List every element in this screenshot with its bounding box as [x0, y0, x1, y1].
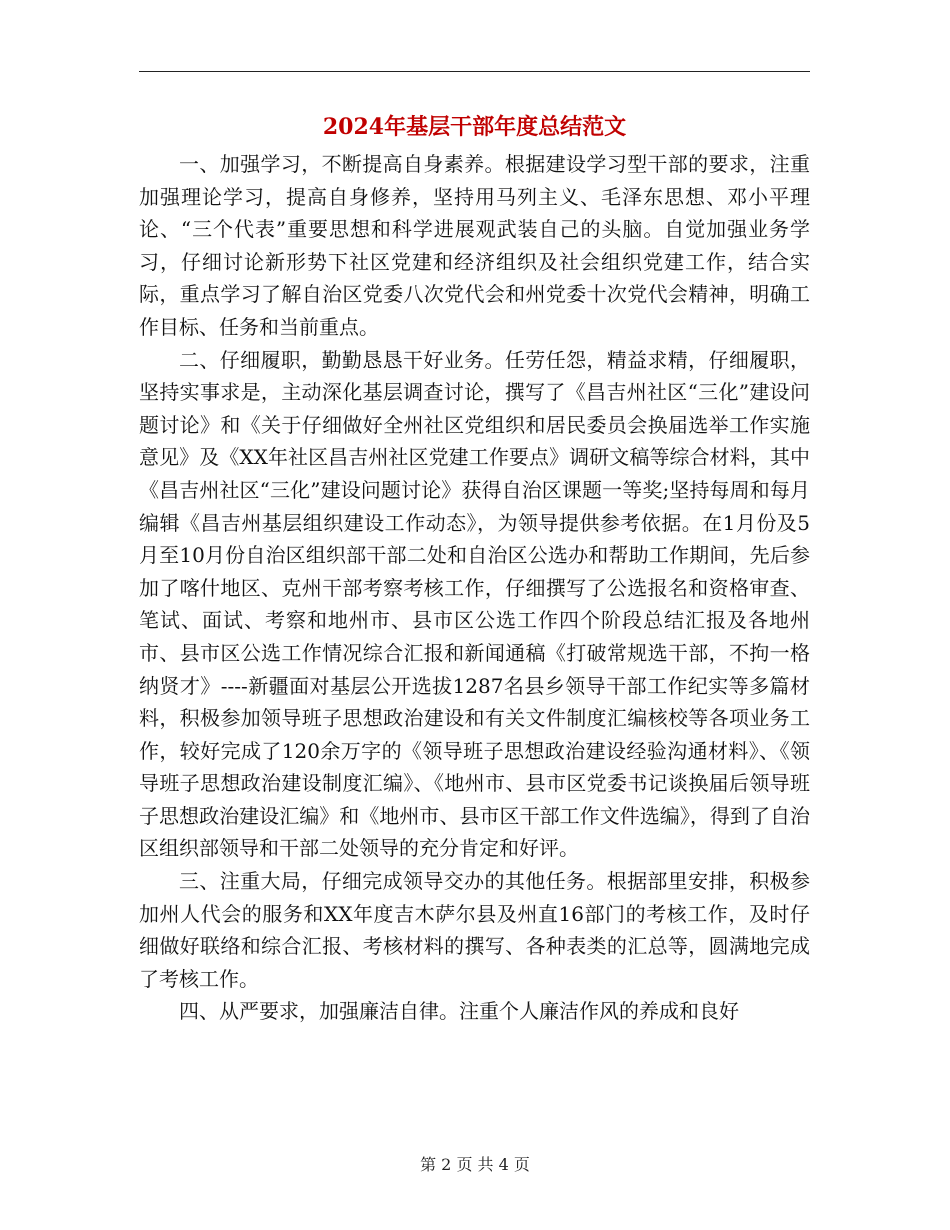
document-title: 2024年基层干部年度总结范文 [322, 114, 627, 140]
document-body [139, 148, 810, 1028]
page-number-footer: 第 2 页 共 4 页 [420, 1155, 530, 1174]
header-rule [139, 71, 810, 72]
paragraph-study: 一、加强学习，不断提高自身素养。根据建设学习型干部的要求，注重加强理论学习，提高自身修养，坚持用马列主义、毛泽东思想、邓小平理论、“三个代表”重要思想和科学进展观武装自己的头脑。自觉加强业务学习，仔细讨论新形势下社区党建和经济组织及社会组织党建工作，结合实际，重点学习了解自治区党委八次党代会和州党委十次党代会精神，明确工作目标、任务和当前重点。 [139, 152, 810, 339]
paragraph-duty: 二、仔细履职，勤勤恳恳干好业务。任劳任怨，精益求精，仔细履职，坚持实事求是，主动深化基层调查讨论，撰写了《昌吉州社区“三化”建设问题讨论》和《关于仔细做好全州社区党组织和居民委员会换届选举工作实施意见》及《XX年社区昌吉州社区党建工作要点》调研文稿等综合材料，其中《昌吉州社区“三化”建设问题讨论》获得自治区课题一等奖;坚持每周和每月编辑《昌吉州基层组织建设工作动态》，为领导提供参考依据。在1月份及5月至10月份自治区组织部干部二处和自治区公选办和帮助工作期间，先后参加了喀什地区、克州干部考察考核工作，仔细撰写了公选报名和资格审查、笔试、面试、考察和地州市、县市区公选工作四个阶段总结汇报及各地州市、县市区公选工作情况综合汇报和新闻通稿《打破常规选干部，不拘一格纳贤才》----新疆面对基层公开选拔1287名县乡领导干部工作纪实等多篇材料，积极参加领导班子思想政治建设和有关文件制度汇编核校等各项业务工作，较好完成了120余万字的《领导班子思想政治建设经验沟通材料》、《领导班子思想政治建设制度汇编》、《地州市、县市区党委书记谈换届后领导班子思想政治建设汇编》和《地州市、县市区干部工作文件选编》，得到了自治区组织部领导和干部二处领导的充分肯定和好评。 [139, 347, 810, 861]
paragraph-integrity: 四、从严要求，加强廉洁自律。注重个人廉洁作风的养成和良好 [179, 999, 739, 1024]
paragraph-tasks: 三、注重大局，仔细完成领导交办的其他任务。根据部里安排，积极参加州人代会的服务和XX年度吉木萨尔县及州直16部门的考核工作，及时仔细做好联络和综合汇报、考核材料的撰写、各种表类的汇总等，圆满地完成了考核工作。 [139, 869, 810, 991]
